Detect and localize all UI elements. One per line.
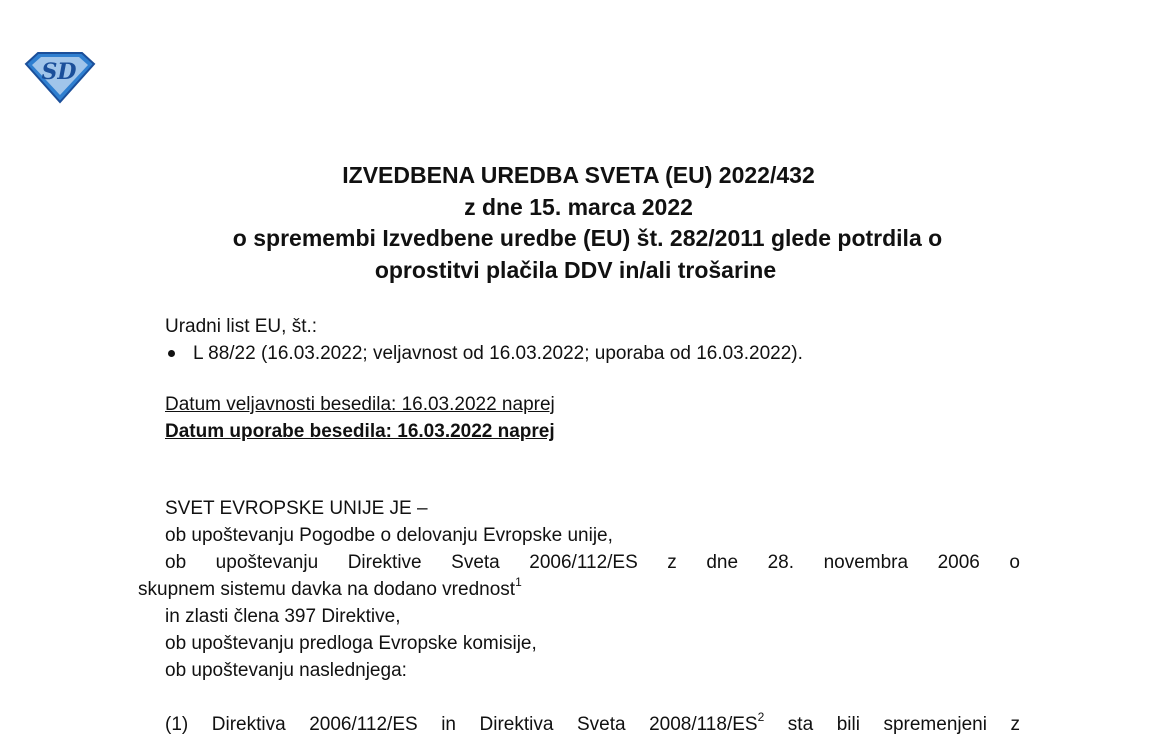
preamble-p5: ob upoštevanju naslednjega: <box>165 660 407 681</box>
title-line-4: oprostitvi plačila DDV in/ali trošarine <box>374 256 777 283</box>
title-line-2: z dne 15. marca 2022 <box>464 193 693 220</box>
recital-1 <box>138 711 1020 738</box>
recital-1-tail: sta bili spremenjeni z <box>764 714 1020 735</box>
title-line-3: o spremembi Izvedbene uredbe (EU) št. 282/2011 glede potrdila o <box>232 225 943 251</box>
official-journal-list <box>165 340 803 367</box>
recital-1-text: (1) Direktiva 2006/112/ES in Direktiva Sveta 2008/118/ES <box>165 714 758 735</box>
preamble-p2-text: skupnem sistemu davka na dodano vrednost <box>138 579 516 600</box>
list-item: L 88/22 (16.03.2022; veljavnost od 16.03.2022; uporaba od 16.03.2022). <box>165 340 803 367</box>
preamble-p2-line2 <box>138 576 1020 603</box>
applies-from-line: Datum uporabe besedila: 16.03.2022 naprej <box>165 421 555 442</box>
preamble-p3: in zlasti člena 397 Direktive, <box>165 606 401 627</box>
footnote-ref-2: 2 <box>757 710 765 724</box>
preamble-p4: ob upoštevanju predloga Evropske komisije, <box>165 633 537 654</box>
svg-text:SD: SD <box>41 59 77 85</box>
sd-logo-icon <box>22 48 96 104</box>
preamble <box>138 495 1020 738</box>
preamble-p1: ob upoštevanju Pogodbe o delovanju Evropske unije, <box>165 525 613 546</box>
preamble-p2-line1: ob upoštevanju Direktive Sveta 2006/112/ES z dne 28. novembra 2006 o <box>165 552 1020 573</box>
valid-from-line: Datum veljavnosti besedila: 16.03.2022 naprej <box>165 394 555 415</box>
footnote-ref-1: 1 <box>515 575 522 589</box>
document-title <box>0 160 1157 286</box>
title-line-1: IZVEDBENA UREDBA SVETA (EU) 2022/432 <box>342 162 815 188</box>
official-journal-heading: Uradni list EU, št.: <box>165 316 318 337</box>
validity-block <box>165 391 555 445</box>
preamble-intro: SVET EVROPSKE UNIJE JE – <box>165 498 428 519</box>
